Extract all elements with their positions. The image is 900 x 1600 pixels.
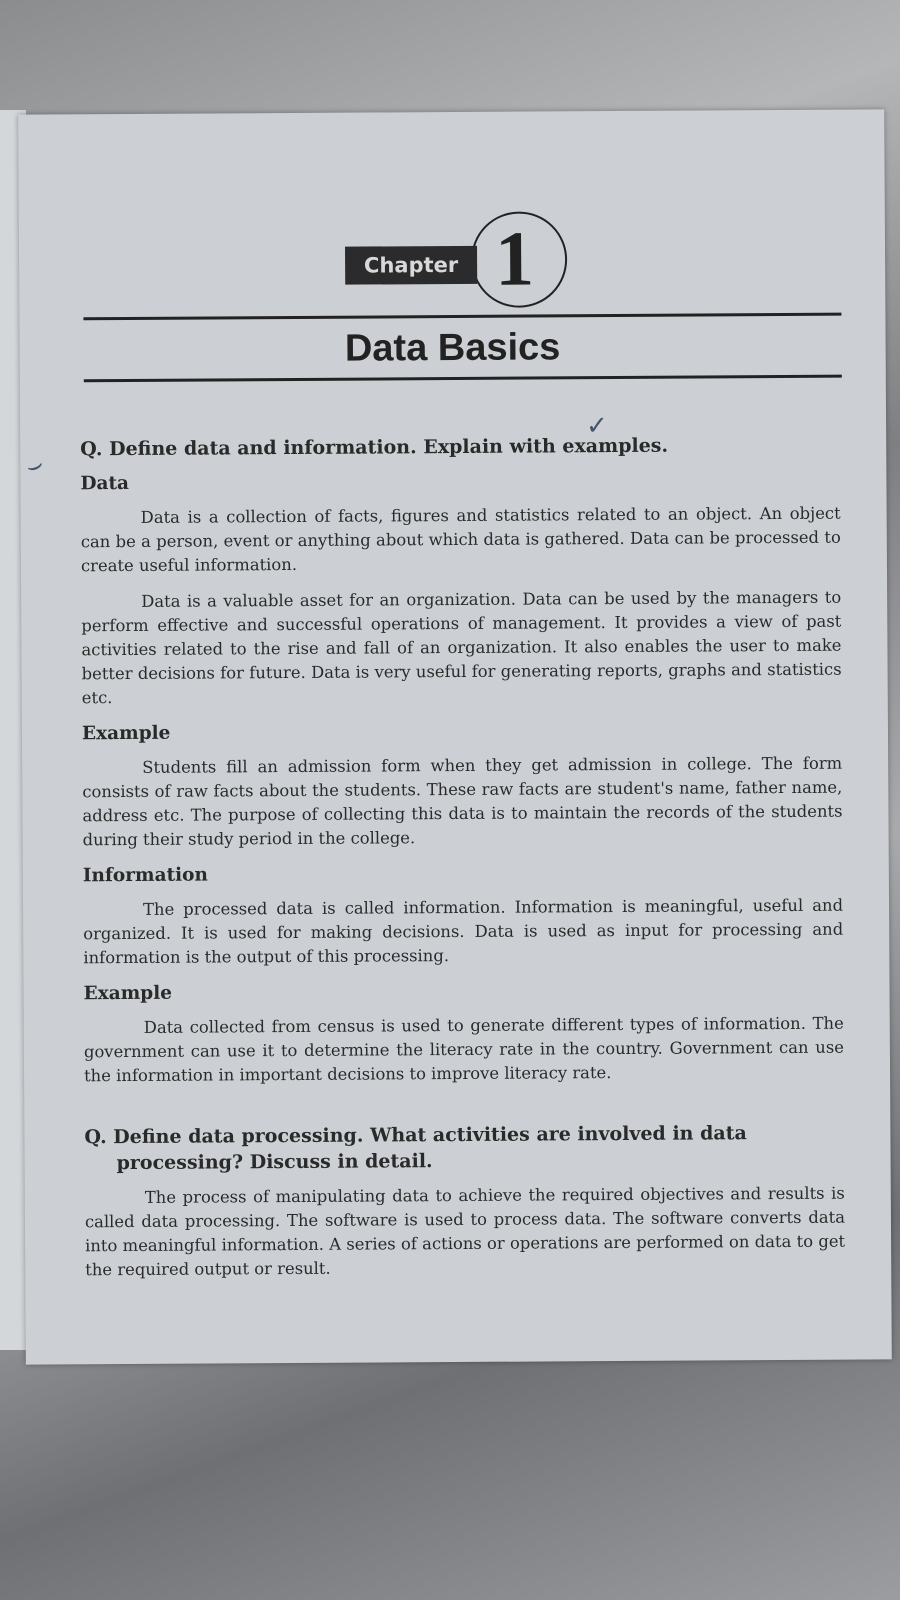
- question-2: Q. Define data processing. What activities are involved in data processing? Discuss in detail.: [84, 1122, 747, 1175]
- paragraph: The processed data is called information. Information is meaningful, useful and organized. It is used for making decisions. Data is used as input for processing and information is the output of this processing.: [83, 895, 844, 968]
- question-1: Q. Define data and information. Explain with examples.: [80, 434, 669, 461]
- paragraph: Students fill an admission form when they get admission in college. The form consists of raw facts about the students. These raw facts are student's name, father name, address etc. The purpose of collecting this data is to maintain the records of the students during their study period in the college.: [82, 753, 843, 850]
- checkmark-icon: ✓: [586, 411, 608, 442]
- heading-information: Information: [82, 864, 208, 887]
- heading-data: Data: [80, 472, 130, 495]
- book-page: [18, 109, 892, 1364]
- page-content: [80, 432, 845, 1295]
- heading-example: Example: [83, 982, 173, 1005]
- chapter-title: Data Basics: [344, 326, 561, 370]
- paragraph: The process of manipulating data to achieve the required objectives and results is called data processing. The software is used to process data. The software converts data into meaningful information. A series of actions or operations are performed on data to get the required output or result.: [84, 1183, 846, 1280]
- chapter-number: 1: [494, 214, 535, 302]
- paragraph: Data is a valuable asset for an organization. Data can be used by the managers to perform effective and successful operations of management. It provides a view of past activities related to the rise and fall of an organization. It also enables the user to make better decisions for future. Data is very useful for generating reports, graphs and statistics etc.: [81, 587, 842, 708]
- title-rule-top: [83, 313, 841, 321]
- title-rule-bottom: [84, 375, 842, 383]
- paragraph: Data is a collection of facts, figures and statistics related to an object. An object can be a person, event or anything about which data is gathered. Data can be processed to create useful information.: [80, 503, 841, 576]
- paragraph: Data collected from census is used to generate different types of information. The government can use it to determine the literacy rate in the country. Government can use the information in important decisions to improve literacy rate.: [83, 1013, 844, 1086]
- chapter-label: Chapter: [345, 246, 477, 285]
- heading-example: Example: [81, 722, 171, 745]
- pen-mark-icon: ⌣: [21, 448, 48, 483]
